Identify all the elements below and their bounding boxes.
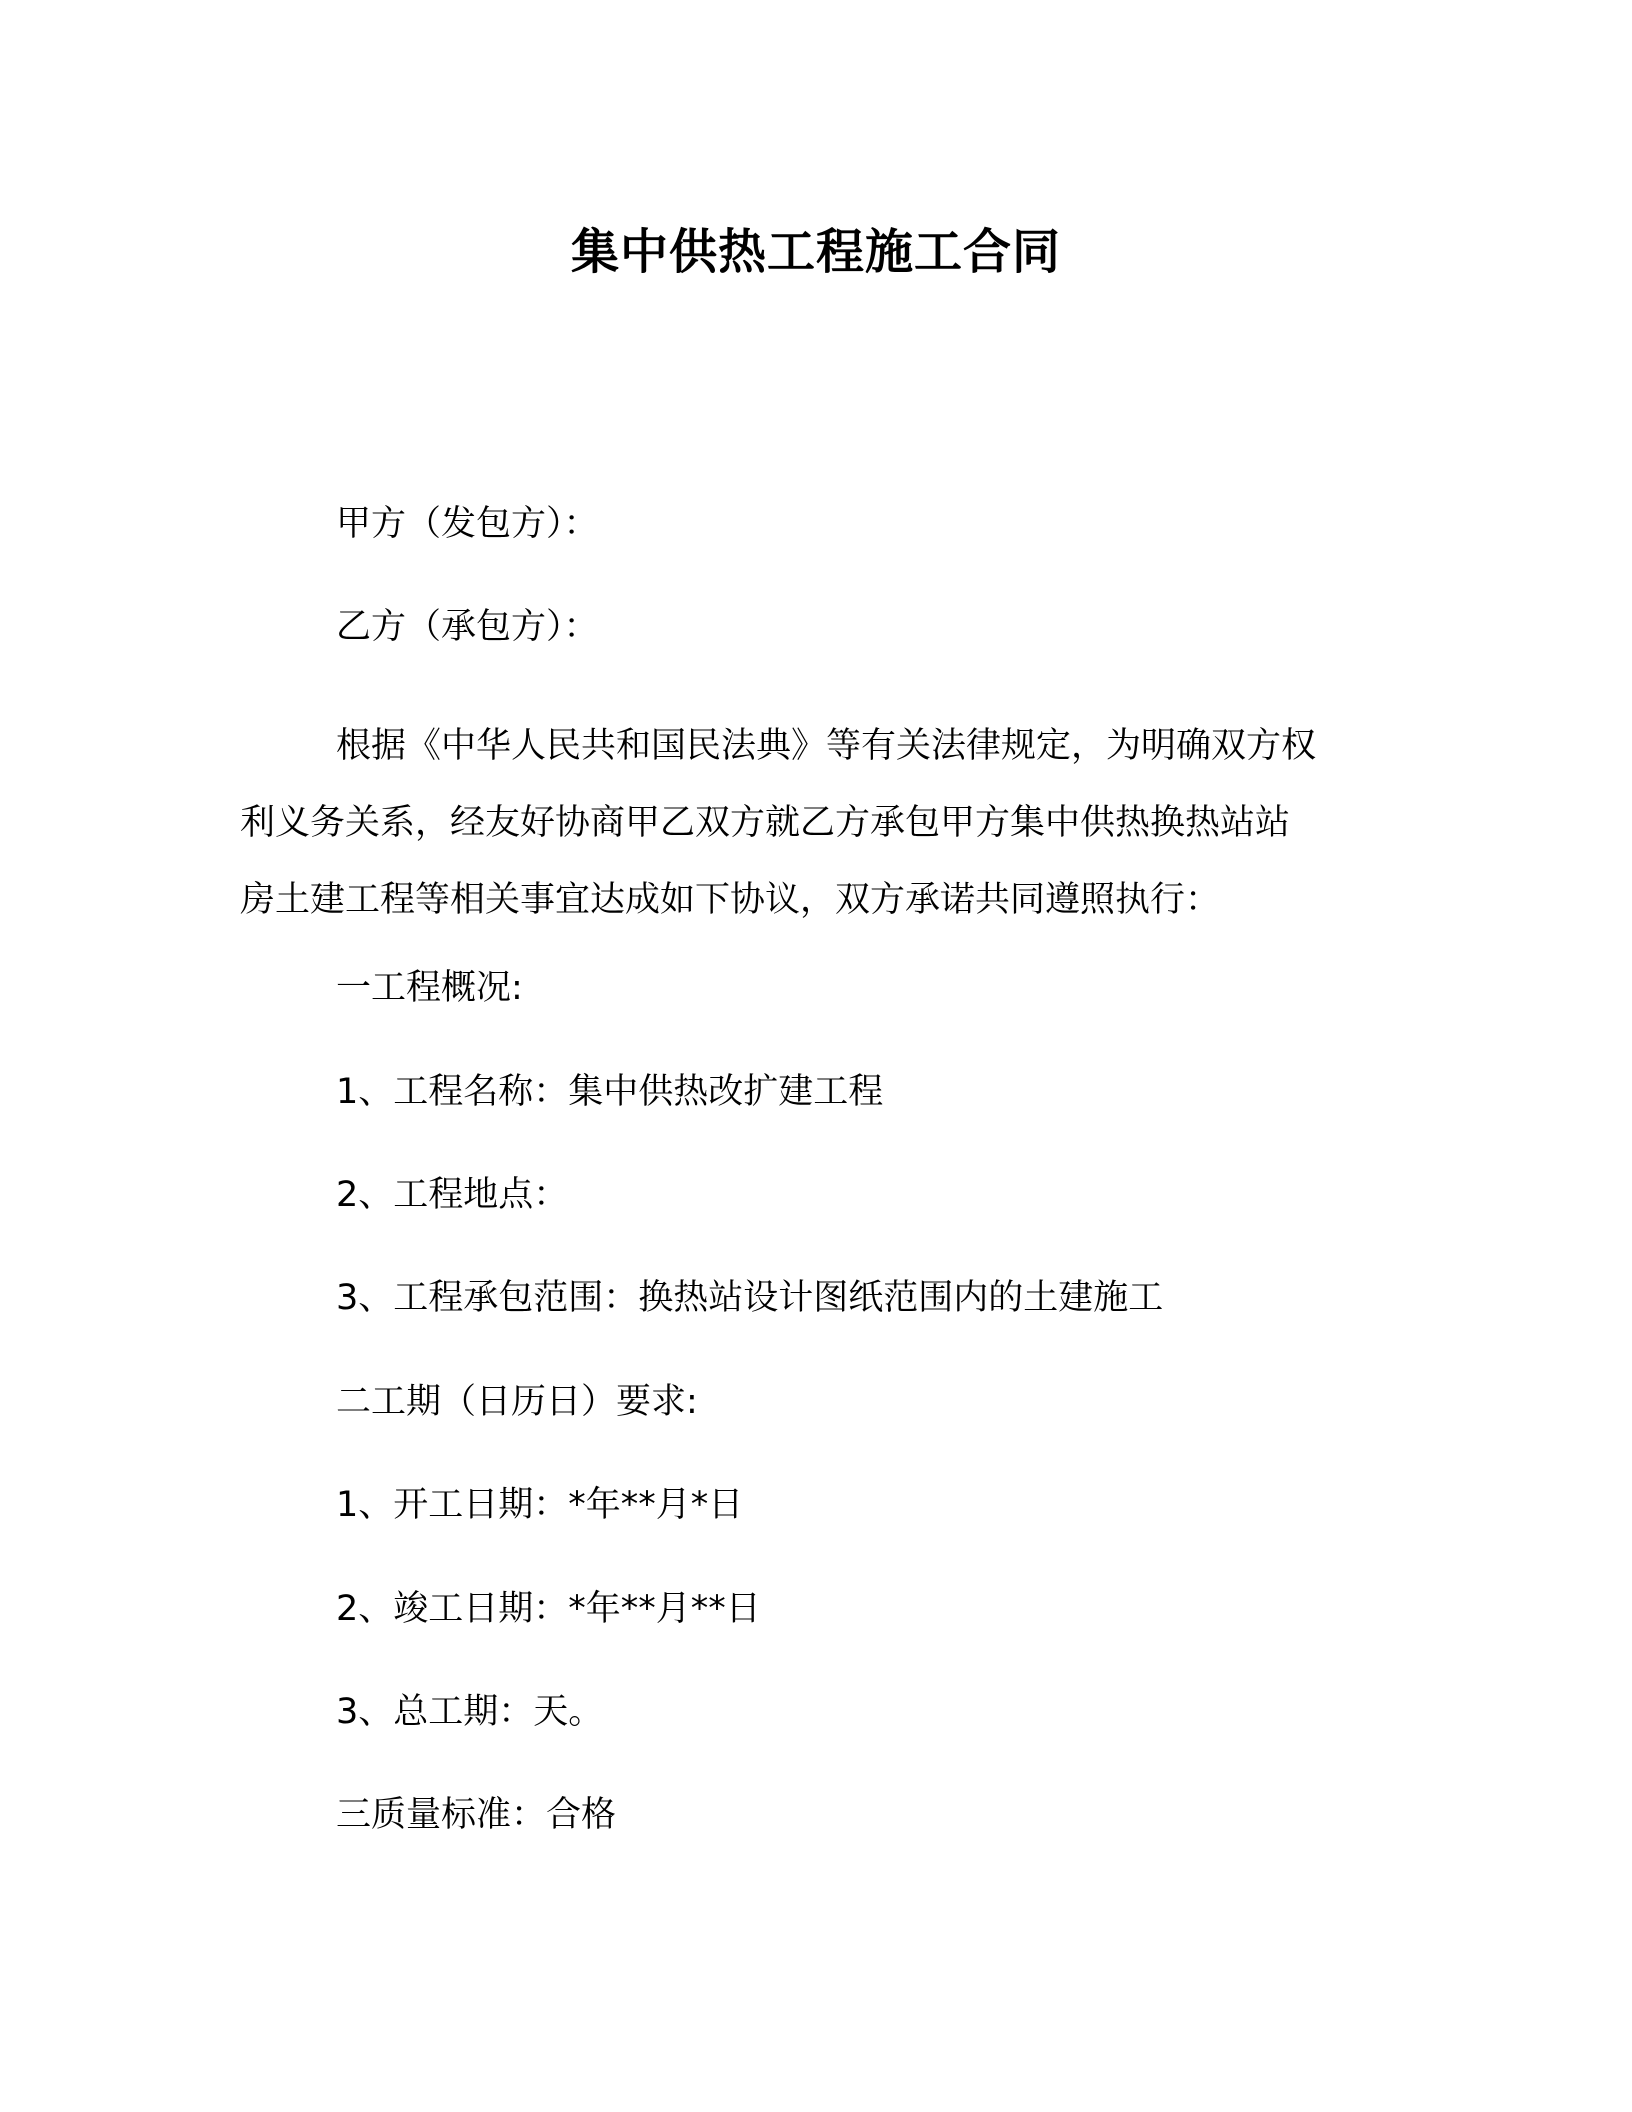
section-2-item: 3、总工期：天。 [336,1692,604,1732]
section-3-heading: 三质量标准：合格 [336,1795,617,1835]
document-title: 集中供热工程施工合同 [570,224,1061,280]
section-2-item: 2、竣工日期：*年**月**日 [336,1589,761,1629]
party-a-line: 甲方（发包方）： [336,504,599,544]
preamble-paragraph [240,708,1380,939]
section-2-item: 1、开工日期：*年**月*日 [336,1485,744,1525]
section-1-heading: 一工程概况: [336,968,523,1008]
section-1-item: 1、工程名称：集中供热改扩建工程 [336,1072,884,1112]
section-2-heading: 二工期（日历日）要求: [336,1382,698,1422]
preamble-line: 房土建工程等相关事宜达成如下协议，双方承诺共同遵照执行： [240,880,1221,920]
preamble-line: 根据《中华人民共和国民法典》等有关法律规定，为明确双方权 [336,726,1317,766]
party-b-line: 乙方（承包方）： [336,607,599,647]
section-1-item: 2、工程地点： [336,1175,569,1215]
section-1-item: 3、工程承包范围：换热站设计图纸范围内的土建施工 [336,1278,1164,1318]
preamble-line: 利义务关系，经友好协商甲乙双方就乙方承包甲方集中供热换热站站 [240,803,1291,843]
